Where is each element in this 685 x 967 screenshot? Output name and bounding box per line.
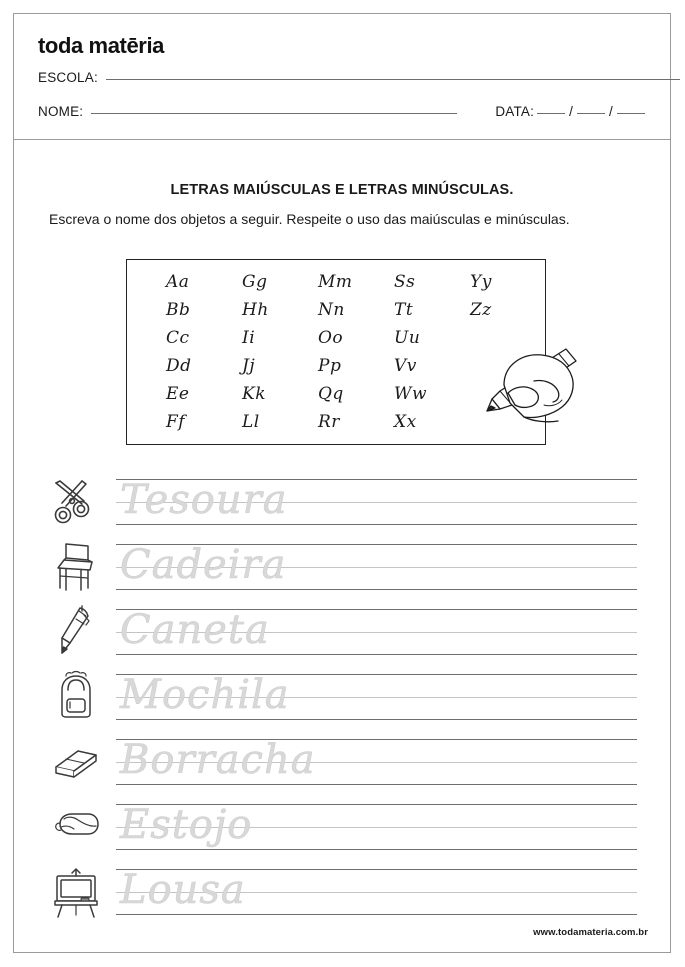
name-field-label: NOME: xyxy=(38,104,84,119)
exercise-row xyxy=(14,664,670,729)
page-title: LETRAS MAIÚSCULAS E LETRAS MINÚSCULAS. xyxy=(170,182,514,198)
letter-pair: Oo xyxy=(318,328,344,348)
letter-pair: Uu xyxy=(394,328,421,348)
letter-pair: Aa xyxy=(166,272,190,292)
site-logo: toda matēria xyxy=(38,33,165,58)
alphabet-chart xyxy=(126,259,546,445)
chair-icon xyxy=(48,538,104,594)
school-field-row xyxy=(38,70,680,85)
letter-pair: Vv xyxy=(394,356,417,376)
letter-pair: Jj xyxy=(242,356,256,376)
tracing-lines[interactable] xyxy=(116,479,637,527)
eraser-icon xyxy=(48,733,110,791)
instruction-text: Escreva o nome dos objetos a seguir. Respeite o uso das maiúsculas e minúsculas. xyxy=(49,211,570,227)
pencil-case-icon xyxy=(48,798,104,854)
worksheet-header xyxy=(14,14,670,140)
chair-icon xyxy=(48,538,110,596)
letter-pair: Xx xyxy=(394,412,417,432)
date-day-input-line[interactable] xyxy=(537,112,565,114)
letter-pair: Dd xyxy=(166,356,192,376)
date-year-input-line[interactable] xyxy=(617,112,645,114)
traceable-word: Tesoura xyxy=(120,477,288,523)
eraser-icon xyxy=(48,733,104,789)
traceable-word: Mochila xyxy=(120,672,290,718)
exercise-row xyxy=(14,859,670,924)
letter-pair: Bb xyxy=(166,300,191,320)
footer-url: www.todamateria.com.br xyxy=(533,927,648,938)
exercise-row xyxy=(14,599,670,664)
date-separator-1: / xyxy=(569,104,574,119)
tracing-lines[interactable] xyxy=(116,804,637,852)
letter-pair: Ww xyxy=(394,384,428,404)
pen-icon xyxy=(48,603,110,661)
letter-pair: Hh xyxy=(242,300,269,320)
tracing-lines[interactable] xyxy=(116,739,637,787)
tracing-lines[interactable] xyxy=(116,544,637,592)
traceable-word: Cadeira xyxy=(120,542,287,588)
letter-pair: Ll xyxy=(242,412,260,432)
letter-pair: Ss xyxy=(394,272,416,292)
traceable-word: Borracha xyxy=(120,737,316,783)
letter-pair: Rr xyxy=(318,412,340,432)
name-field-row xyxy=(38,104,457,119)
hand-writing-with-pencil-icon xyxy=(474,337,594,417)
letter-pair: Ee xyxy=(166,384,190,404)
school-field-label: ESCOLA: xyxy=(38,70,98,85)
letter-pair: Nn xyxy=(318,300,345,320)
letter-pair: Tt xyxy=(394,300,414,320)
exercise-row xyxy=(14,534,670,599)
letter-pair: Cc xyxy=(166,328,190,348)
alphabet-column xyxy=(394,268,470,436)
traceable-word: Estojo xyxy=(120,802,253,848)
date-separator-2: / xyxy=(609,104,613,119)
tracing-lines[interactable] xyxy=(116,609,637,657)
alphabet-column xyxy=(166,268,242,436)
scissors-icon xyxy=(48,473,104,529)
letter-pair: Mm xyxy=(318,272,353,292)
blackboard-icon xyxy=(48,863,110,921)
backpack-icon xyxy=(48,668,110,726)
traceable-word: Caneta xyxy=(120,607,270,653)
tracing-lines[interactable] xyxy=(116,869,637,917)
worksheet-page xyxy=(13,13,671,953)
letter-pair: Qq xyxy=(318,384,344,404)
letter-pair: Gg xyxy=(242,272,268,292)
pencil-case-icon xyxy=(48,798,110,856)
exercise-row xyxy=(14,469,670,534)
letter-pair: Pp xyxy=(318,356,342,376)
alphabet-column xyxy=(242,268,318,436)
school-field-input-line[interactable] xyxy=(106,78,680,80)
letter-pair: Zz xyxy=(470,300,492,320)
letter-pair: Yy xyxy=(470,272,492,292)
traceable-word: Lousa xyxy=(120,867,246,913)
letter-pair: Kk xyxy=(242,384,267,404)
scissors-icon xyxy=(48,473,110,531)
date-field-row xyxy=(495,104,648,119)
letter-pair: Ii xyxy=(242,328,256,348)
alphabet-column xyxy=(318,268,394,436)
exercise-rows xyxy=(14,469,670,924)
exercise-row xyxy=(14,729,670,794)
date-month-input-line[interactable] xyxy=(577,112,605,114)
pen-icon xyxy=(48,603,104,659)
tracing-lines[interactable] xyxy=(116,674,637,722)
exercise-row xyxy=(14,794,670,859)
name-field-input-line[interactable] xyxy=(91,112,457,114)
date-field-label: DATA: xyxy=(495,104,535,119)
blackboard-icon xyxy=(48,863,104,919)
backpack-icon xyxy=(48,668,104,724)
letter-pair: Ff xyxy=(166,412,186,432)
